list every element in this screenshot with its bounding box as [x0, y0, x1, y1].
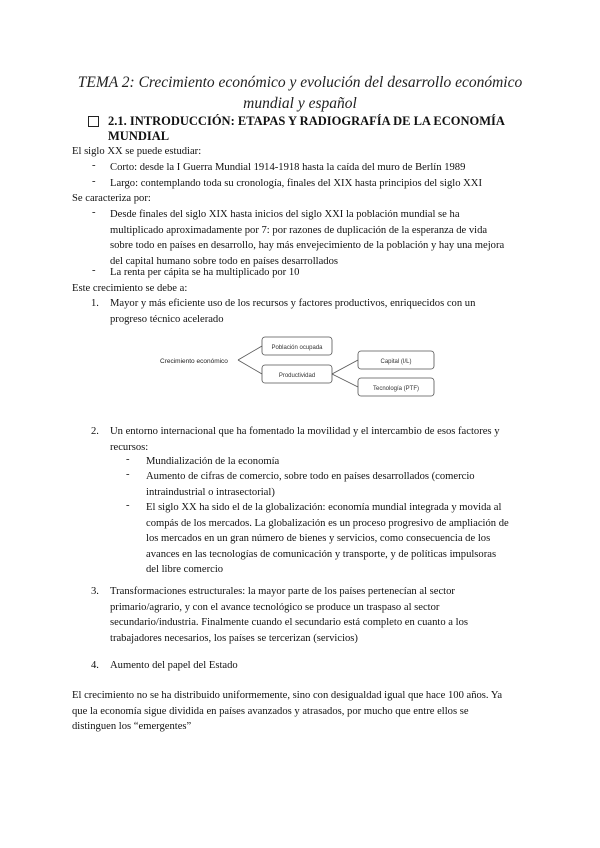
sub-item-mundializacion: Mundialización de la economía	[146, 456, 280, 467]
dash-bullet: -	[126, 454, 130, 465]
sub-item-comercio	[146, 469, 536, 500]
dash-bullet: -	[92, 160, 96, 171]
text-line: del capital humano sobre todo en países desarrollados	[110, 255, 338, 267]
label-poblacion: Población ocupada	[271, 345, 323, 351]
dash-bullet: -	[126, 500, 130, 511]
section-title-line-1: INTRODUCCIÓN: ETAPAS Y RADIOGRAFÍA DE LA ECONOMÍA	[129, 114, 505, 128]
list-item-renta: La renta per cápita se ha multiplicado por 10	[110, 267, 300, 278]
text-line: multiplicado aproximadamente por 7: por razones de duplicación de la esperanza de vida	[110, 224, 488, 236]
connector-line	[332, 374, 358, 387]
list-item-poblacion	[110, 207, 530, 269]
list-number: 2.	[91, 426, 99, 437]
section-heading	[88, 114, 508, 144]
text-line: Transformaciones estructurales: la mayor parte de los países pertenecían al sector	[110, 586, 455, 597]
list-number: 1.	[91, 298, 99, 309]
growth-diagram-svg	[160, 334, 460, 404]
connector-line	[238, 360, 262, 374]
text-line: avances en las tecnologías de comunicación y transporte, y de políticas impulsoras	[146, 548, 497, 560]
text-line: sobre todo en países en desarrollo, hay más envejecimiento de la población y hay una mejora	[110, 240, 505, 251]
growth-diagram	[160, 334, 460, 409]
text-line: los mercados en un gran número de bienes y servicios, como consecuencia de los	[146, 533, 491, 544]
list-number: 3.	[91, 586, 99, 597]
title-line-1: TEMA 2: Crecimiento económico y evolución del desarrollo económico	[77, 74, 523, 91]
text-line: secundario/industria. Finalmente cuando el secundario está completo en cuanto a los	[110, 617, 469, 628]
document-title	[60, 72, 540, 114]
text-line: intraindustrial o intrasectorial)	[146, 486, 275, 498]
numbered-item-2	[110, 424, 530, 455]
label-capital: Capital (I/L)	[380, 359, 412, 365]
text-line: Desde finales del siglo XIX hasta inicios del siglo XXI la población mundial se ha	[110, 209, 460, 220]
text-line: progreso técnico acelerado	[110, 313, 224, 325]
section-title-line-2: MUNDIAL	[108, 129, 170, 143]
text-line: Un entorno internacional que ha fomentado la movilidad y el intercambio de esos factores y	[110, 426, 500, 437]
dash-bullet: -	[92, 176, 96, 187]
text-line: El siglo XX ha sido el de la globalización: economía mundial integrada y movida al	[146, 502, 502, 513]
section-number: 2.1.	[108, 114, 127, 128]
text-line: Mayor y más eficiente uso de los recursos y factores productivos, enriquecidos con un	[110, 298, 476, 309]
title-line-2: mundial y español	[243, 95, 357, 112]
connector-line	[238, 346, 262, 360]
text-line: primario/agrario, y con el avance tecnológico se produce un traspaso al sector	[110, 601, 440, 613]
sub-item-globalizacion	[146, 500, 536, 578]
label-crecimiento: Crecimiento económico	[160, 358, 228, 365]
text-line: distinguen los “emergentes”	[72, 721, 192, 732]
numbered-item-1	[110, 296, 530, 327]
list-item-corto: Corto: desde la I Guerra Mundial 1914-1918 hasta la caída del muro de Berlín 1989	[110, 162, 466, 173]
checkbox-square-icon	[88, 116, 99, 127]
label-productividad: Productividad	[278, 373, 316, 379]
text-line: trabajadores necesarios, los países se tercerizan (servicios)	[110, 632, 358, 644]
paragraph-debe: Este crecimiento se debe a:	[72, 283, 188, 294]
paragraph-final	[72, 688, 542, 735]
text-line: El crecimiento no se ha distribuido uniformemente, sino con desigualdad igual que hace 100 años. Ya	[72, 690, 503, 701]
label-tecnologia: Tecnología (PTF)	[372, 386, 420, 392]
text-line: que la economía sigue dividida en países avanzados y atrasados, por mucho que entre ellos se	[72, 705, 469, 717]
paragraph-caracteriza: Se caracteriza por:	[72, 193, 151, 204]
text-line: recursos:	[110, 441, 149, 453]
paragraph-siglo: El siglo XX se puede estudiar:	[72, 146, 202, 157]
numbered-item-4: Aumento del papel del Estado	[110, 660, 238, 671]
connector-line	[332, 360, 358, 374]
numbered-item-3	[110, 584, 530, 646]
dash-bullet: -	[126, 469, 130, 480]
text-line: del libre comercio	[146, 564, 224, 575]
list-item-largo: Largo: contemplando toda su cronología, finales del XIX hasta principios del siglo XXI	[110, 178, 482, 189]
text-line: compás de los mercados. La globalización es un proceso progresivo de ampliación de	[146, 517, 509, 529]
dash-bullet: -	[92, 207, 96, 218]
list-number: 4.	[91, 660, 99, 671]
dash-bullet: -	[92, 265, 96, 276]
text-line: Aumento de cifras de comercio, sobre todo en países desarrollados (comercio	[146, 471, 475, 482]
